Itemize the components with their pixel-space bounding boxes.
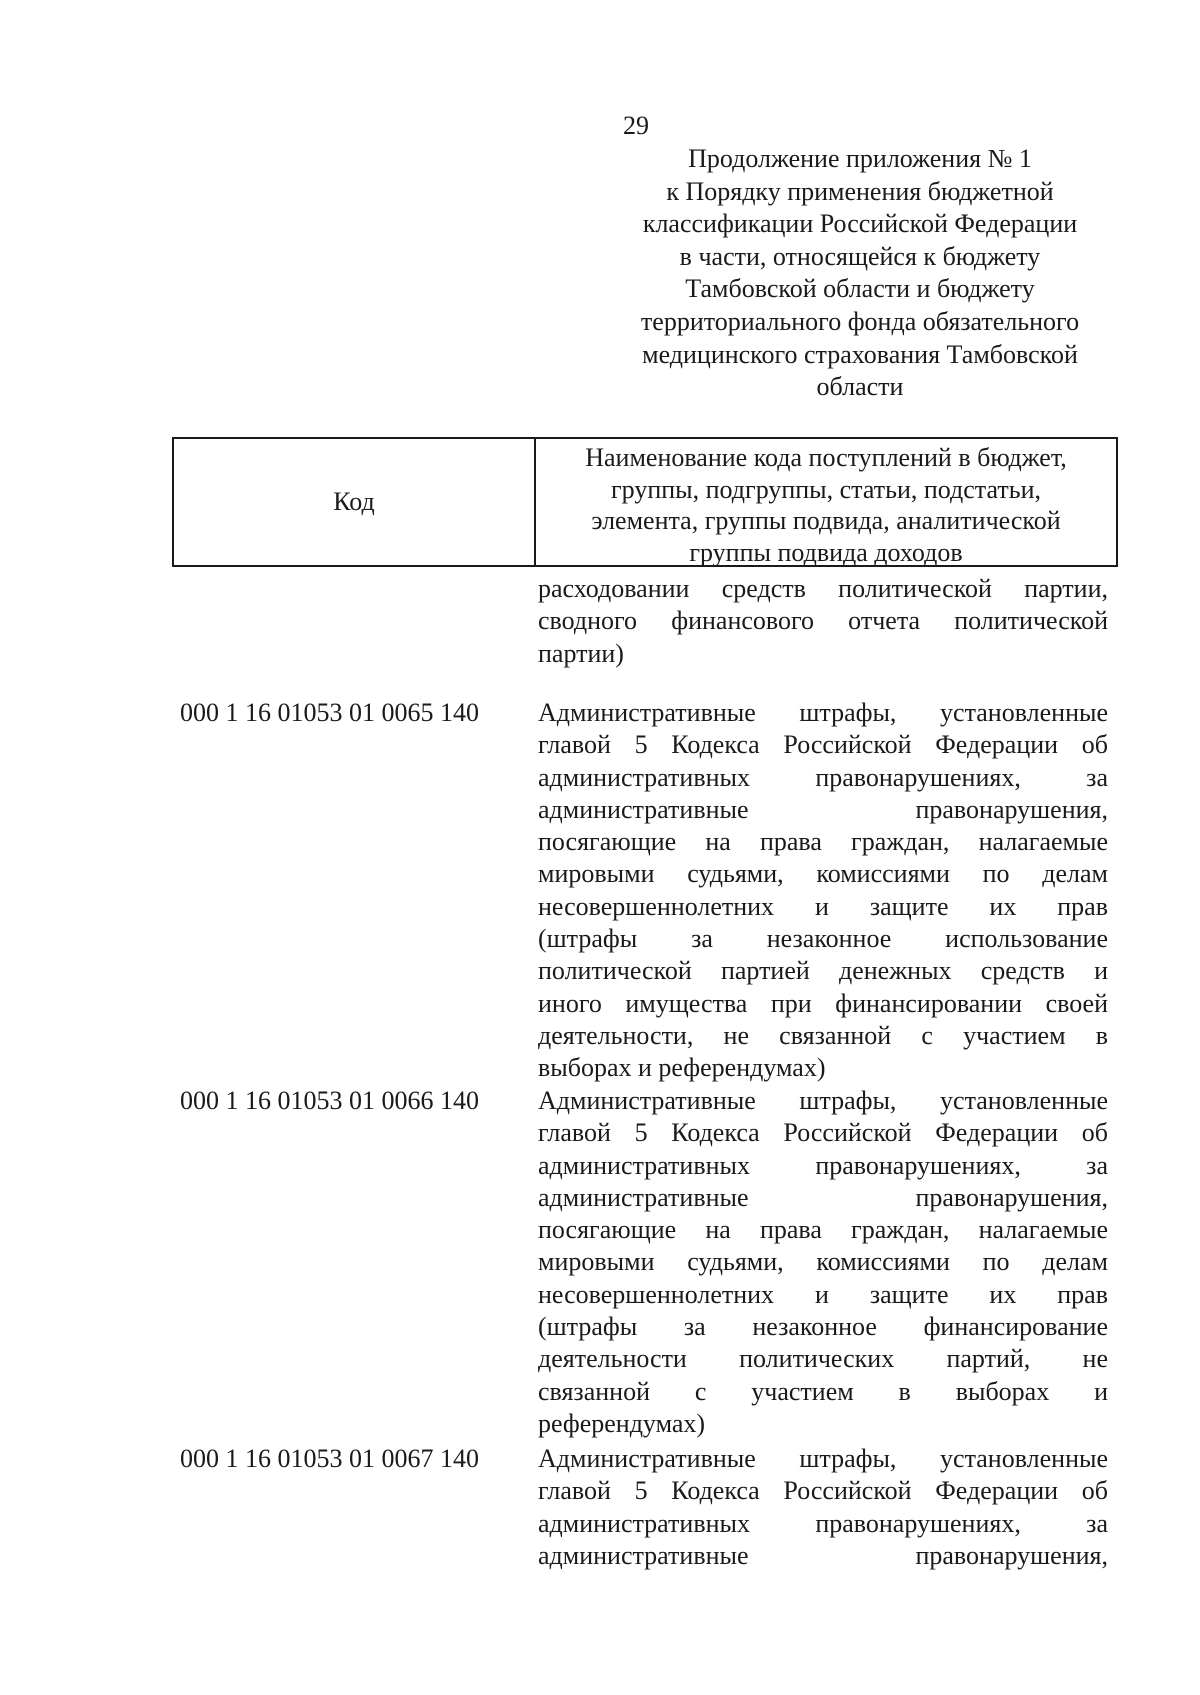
description-line: посягающие на права граждан, налагаемые [538,827,1108,857]
appendix-header-line: к Порядку применения бюджетной [666,176,1054,206]
row-description [538,697,1108,1085]
description-line: посягающие на права граждан, налагаемые [538,1215,1108,1245]
row-code: 000 1 16 01053 01 0067 140 [180,1444,479,1473]
table-header-name-line: группы, подгруппы, статьи, подстатьи, [611,474,1041,504]
description-line: административных правонарушениях, за [538,762,1108,792]
appendix-header-line: области [816,372,904,402]
table-header-code: Код [174,439,536,565]
description-line: политической партией денежных средств и [538,956,1108,986]
description-line: мировыми судьями, комиссиями по делам [538,1247,1108,1277]
description-line: партии) [538,638,624,668]
description-line: выборах и референдумах) [538,1053,826,1083]
description-line: несовершеннолетних и защите их прав [538,1279,1108,1309]
description-line: деятельности, не связанной с участием в [538,1020,1108,1050]
table-header-name-line: Наименование кода поступлений в бюджет, [585,443,1067,472]
description-line: связанной с участием в выборах и [538,1376,1108,1406]
row-description [538,573,1108,670]
description-line: Административные штрафы, установленные [538,1444,1108,1473]
description-line: административных правонарушениях, за [538,1150,1108,1180]
description-line: мировыми судьями, комиссиями по делам [538,859,1108,889]
description-line: главой 5 Кодекса Российской Федерации об [538,1118,1108,1148]
description-line: Административные штрафы, установленные [538,1086,1108,1115]
appendix-header [610,143,1110,404]
description-line: иного имущества при финансировании своей [538,988,1108,1018]
description-line: Административные штрафы, установленные [538,698,1108,727]
description-line: сводного финансового отчета политической [538,606,1108,636]
appendix-header-line: классификации Российской Федерации [642,209,1078,239]
description-line: административные правонарушения, [538,1540,1108,1570]
description-line: (штрафы за незаконное использование [538,924,1108,954]
row-code: 000 1 16 01053 01 0066 140 [180,1086,479,1115]
description-line: административные правонарушения, [538,1182,1108,1212]
table-header-name [536,439,1116,565]
description-line: несовершеннолетних и защите их прав [538,891,1108,921]
appendix-header-line: медицинского страхования Тамбовской [642,339,1078,369]
row-description [538,1085,1108,1440]
table-header [172,437,1118,567]
description-line: главой 5 Кодекса Российской Федерации об [538,730,1108,760]
description-line: административные правонарушения, [538,794,1108,824]
table-header-name-line: элемента, группы подвида, аналитической [591,506,1061,535]
description-line: главой 5 Кодекса Российской Федерации об [538,1476,1108,1506]
row-description [538,1443,1108,1572]
appendix-header-line: в части, относящейся к бюджету [679,241,1041,271]
description-line: референдумах) [538,1408,706,1438]
row-code: 000 1 16 01053 01 0065 140 [180,698,479,727]
table-header-name-line: группы подвида доходов [689,537,963,565]
description-line: административных правонарушениях, за [538,1508,1108,1538]
appendix-header-line: Тамбовской области и бюджету [685,274,1035,304]
page-number: 29 [623,111,649,140]
appendix-header-line: Продолжение приложения № 1 [688,144,1032,173]
appendix-header-line: территориального фонда обязательного [640,306,1080,336]
description-line: (штрафы за незаконное финансирование [538,1312,1108,1342]
description-line: расходовании средств политической партии, [538,574,1108,603]
description-line: деятельности политических партий, не [538,1344,1108,1374]
